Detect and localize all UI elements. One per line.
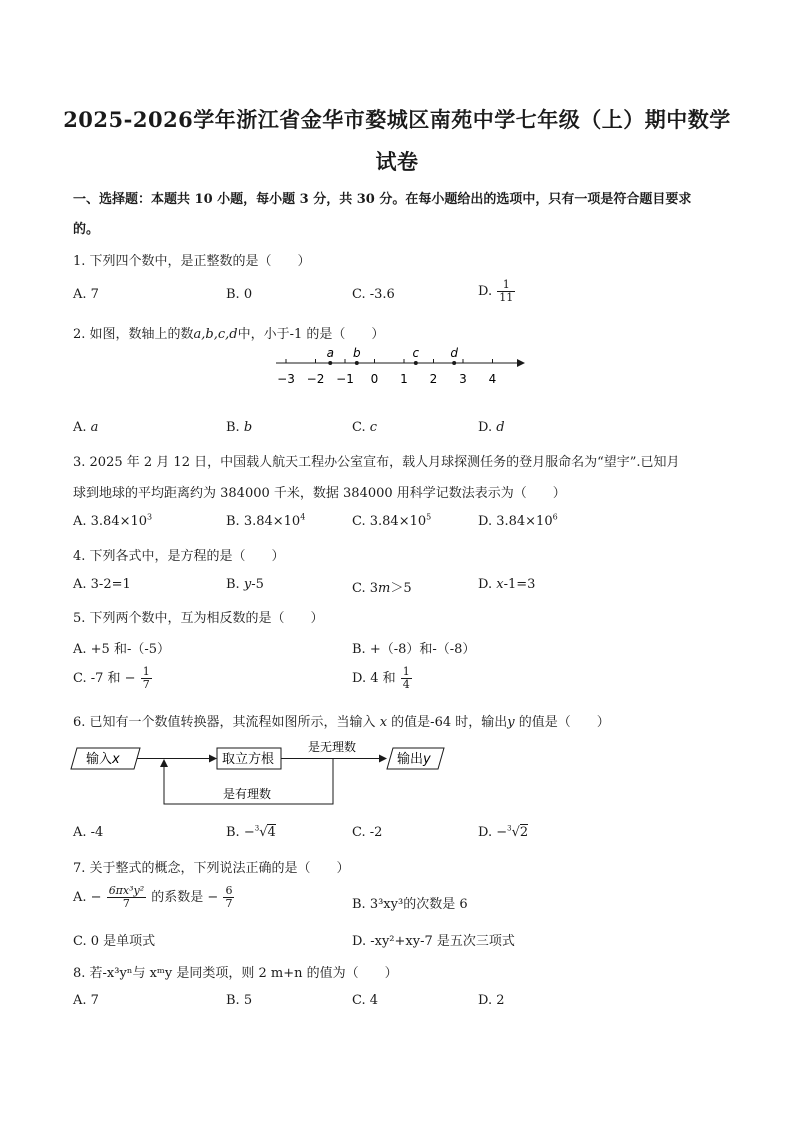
flow-rational-label: 是有理数 <box>223 787 272 801</box>
option-label: D. <box>478 420 493 435</box>
exam-title-line1: 2025-2026学年浙江省金华市婺城区南苑中学七年级（上）期中数学 <box>63 107 731 132</box>
q7-option-d: D. -xy²+xy-7 是五次三项式 <box>352 934 515 949</box>
q1-option-a: A. 7 <box>73 287 99 302</box>
number-line-point <box>355 361 359 365</box>
option-text: 的系数是 − <box>151 890 219 905</box>
option-value: a <box>90 420 99 435</box>
q1-option-b: B. 0 <box>226 287 253 302</box>
number-line-figure <box>270 346 525 388</box>
number-line-tick-label: 2 <box>429 372 438 386</box>
q6-stem-part3: 的值是（ ） <box>518 715 610 730</box>
option-exponent: 6 <box>552 512 558 522</box>
fraction-numerator: 6 <box>225 884 233 897</box>
question-2-stem <box>73 323 384 342</box>
fraction-numerator: 1 <box>497 279 515 292</box>
question-8-stem: 8. 若-x³yⁿ与 xᵐy 是同类项，则 2 m+n 的值为（ ） <box>73 966 398 981</box>
q4-option-d <box>478 577 535 592</box>
q3-option-b <box>226 514 305 529</box>
number-line-arrow <box>517 359 525 367</box>
question-3-line1: 3. 2025 年 2 月 12 日，中国载人航天工程办公室宣布，载人月球探测任务的登月服命名为“望宇”.已知月 <box>73 455 680 470</box>
option-text: B. 3.84×10 <box>226 514 301 529</box>
option-exponent: 5 <box>426 512 432 522</box>
option-rest: -1=3 <box>503 577 536 592</box>
q4-option-c <box>352 577 412 596</box>
q3-option-d <box>478 514 558 529</box>
radical-sign: √ <box>511 825 520 840</box>
q7-option-b: B. 3³xy³的次数是 6 <box>352 897 468 912</box>
option-var: y <box>243 577 252 592</box>
option-fraction <box>401 666 412 691</box>
number-line-tick-label: 4 <box>488 372 497 386</box>
option-label: A. − <box>73 890 102 905</box>
fraction-numerator: 1 <box>142 665 150 678</box>
number-line-point-label: d <box>450 346 458 360</box>
fraction-denominator: 11 <box>499 291 514 304</box>
option-fraction <box>107 885 146 910</box>
number-line-tick-label: −1 <box>336 372 354 386</box>
fraction-denominator: 7 <box>142 678 150 691</box>
option-label: B. <box>226 420 240 435</box>
option-label: C. <box>352 420 366 435</box>
question-7-stem: 7. 关于整式的概念，下列说法正确的是（ ） <box>73 861 350 876</box>
q5-option-b: B. +（-8）和-（-8） <box>352 642 476 657</box>
q2-option-a <box>73 420 98 435</box>
number-line-point <box>328 361 332 365</box>
radicand: 4 <box>267 825 276 840</box>
question-3-line2: 球到地球的平均距离约为 384000 千米，数据 384000 用科学记数法表示为（ ） <box>73 486 566 501</box>
fraction-denominator: 7 <box>225 897 233 910</box>
number-line-point <box>452 361 456 365</box>
q6-option-d <box>478 825 528 840</box>
q1-option-d-fraction <box>497 279 515 304</box>
option-rest: ＞5 <box>390 581 412 596</box>
q6-option-b <box>226 825 276 840</box>
number-line-tick-label: 3 <box>459 372 467 386</box>
number-line-point-label: b <box>352 346 361 360</box>
option-rest: -5 <box>251 577 264 592</box>
fraction-numerator: 1 <box>402 665 410 678</box>
section-instructions-line2: 的。 <box>73 222 100 237</box>
q8-option-b: B. 5 <box>226 993 253 1008</box>
option-label: B. <box>226 577 240 592</box>
q6-stem-part1: 6. 已知有一个数值转换器，其流程如图所示，当输入 <box>73 715 376 730</box>
flow-process-text: 取立方根 <box>222 752 275 767</box>
exam-title-line2: 试卷 <box>375 149 419 174</box>
q7-option-a <box>73 885 235 910</box>
q8-option-c: C. 4 <box>352 993 379 1008</box>
number-line-tick-label: 0 <box>370 372 379 386</box>
option-fraction <box>223 885 234 910</box>
number-line-tick-label: 1 <box>400 372 408 386</box>
q5-option-c <box>73 666 153 691</box>
option-fraction <box>141 666 152 691</box>
option-label: D. <box>478 577 493 592</box>
q6-stem-x: x <box>379 715 388 730</box>
q5-option-d <box>352 666 413 691</box>
q3-option-a <box>73 514 152 529</box>
q1-option-d-label: D. <box>478 284 493 299</box>
option-label: B. − <box>226 825 255 840</box>
option-text: A. 3.84×10 <box>73 514 148 529</box>
q5-option-a: A. +5 和-（-5） <box>73 642 171 657</box>
option-var: x <box>496 577 504 592</box>
q1-option-d <box>478 279 516 304</box>
q1-option-c: C. -3.6 <box>352 287 395 302</box>
flow-irrational-label: 是无理数 <box>308 740 357 754</box>
question-1-stem: 1. 下列四个数中，是正整数的是（ ） <box>73 254 311 269</box>
flow-input-text: 输入x <box>86 752 120 767</box>
q2-stem-part2: 中，小于-1 的是（ ） <box>237 327 385 342</box>
radicand: 2 <box>519 825 529 840</box>
q6-stem-part2: 的值是-64 时，输出 <box>391 715 508 730</box>
section-instructions-line1: 一、选择题：本题共 10 小题，每小题 3 分，共 30 分。在每小题给出的选项中，只有一项是符合题目要求 <box>73 192 692 207</box>
q6-option-a: A. -4 <box>73 825 104 840</box>
option-exponent: 4 <box>300 512 306 522</box>
option-label: D. 4 和 <box>352 671 396 686</box>
root-index: 3 <box>254 824 260 833</box>
q2-stem-vars: a,b,c,d <box>193 327 238 342</box>
q2-option-b <box>226 420 252 435</box>
fraction-denominator: 7 <box>122 897 130 910</box>
option-text: D. 3.84×10 <box>478 514 553 529</box>
option-label: D. − <box>478 825 508 840</box>
option-text: C. 3.84×10 <box>352 514 427 529</box>
question-6-stem <box>73 711 610 730</box>
number-line-point <box>414 361 418 365</box>
number-line-point-label: c <box>412 346 420 360</box>
option-label: C. 3 <box>352 581 379 596</box>
q4-option-a: A. 3-2=1 <box>73 577 131 592</box>
option-label: A. <box>73 420 87 435</box>
question-4-stem: 4. 下列各式中，是方程的是（ ） <box>73 549 285 564</box>
q2-option-d <box>478 420 505 435</box>
root-index: 3 <box>507 824 512 833</box>
option-value: c <box>369 420 378 435</box>
flow-output-text: 输出y <box>397 752 431 767</box>
q8-option-d: D. 2 <box>478 993 505 1008</box>
option-value: d <box>496 420 505 435</box>
option-label: C. -7 和 − <box>73 671 136 686</box>
option-exponent: 3 <box>147 512 153 522</box>
q3-option-c <box>352 514 431 529</box>
number-line-tick-label: −3 <box>277 372 295 386</box>
fraction-denominator: 4 <box>402 678 410 691</box>
q8-option-a: A. 7 <box>73 993 99 1008</box>
q6-option-c: C. -2 <box>352 825 383 840</box>
radical-sign: √ <box>259 825 268 840</box>
fraction-numerator: 6πx³y² <box>108 884 145 897</box>
number-line-tick-label: −2 <box>306 372 325 386</box>
option-value: b <box>243 420 253 435</box>
q2-stem-part1: 2. 如图，数轴上的数 <box>73 327 194 342</box>
flowchart-figure <box>70 738 450 810</box>
question-5-stem: 5. 下列两个数中，互为相反数的是（ ） <box>73 611 324 626</box>
q7-option-c: C. 0 是单项式 <box>73 934 156 949</box>
q4-option-b <box>226 577 264 592</box>
q6-stem-y: y <box>507 715 515 730</box>
number-line-points <box>327 346 459 365</box>
number-line-point-label: a <box>326 346 334 360</box>
option-var: m <box>378 581 391 596</box>
q2-option-c <box>352 420 377 435</box>
